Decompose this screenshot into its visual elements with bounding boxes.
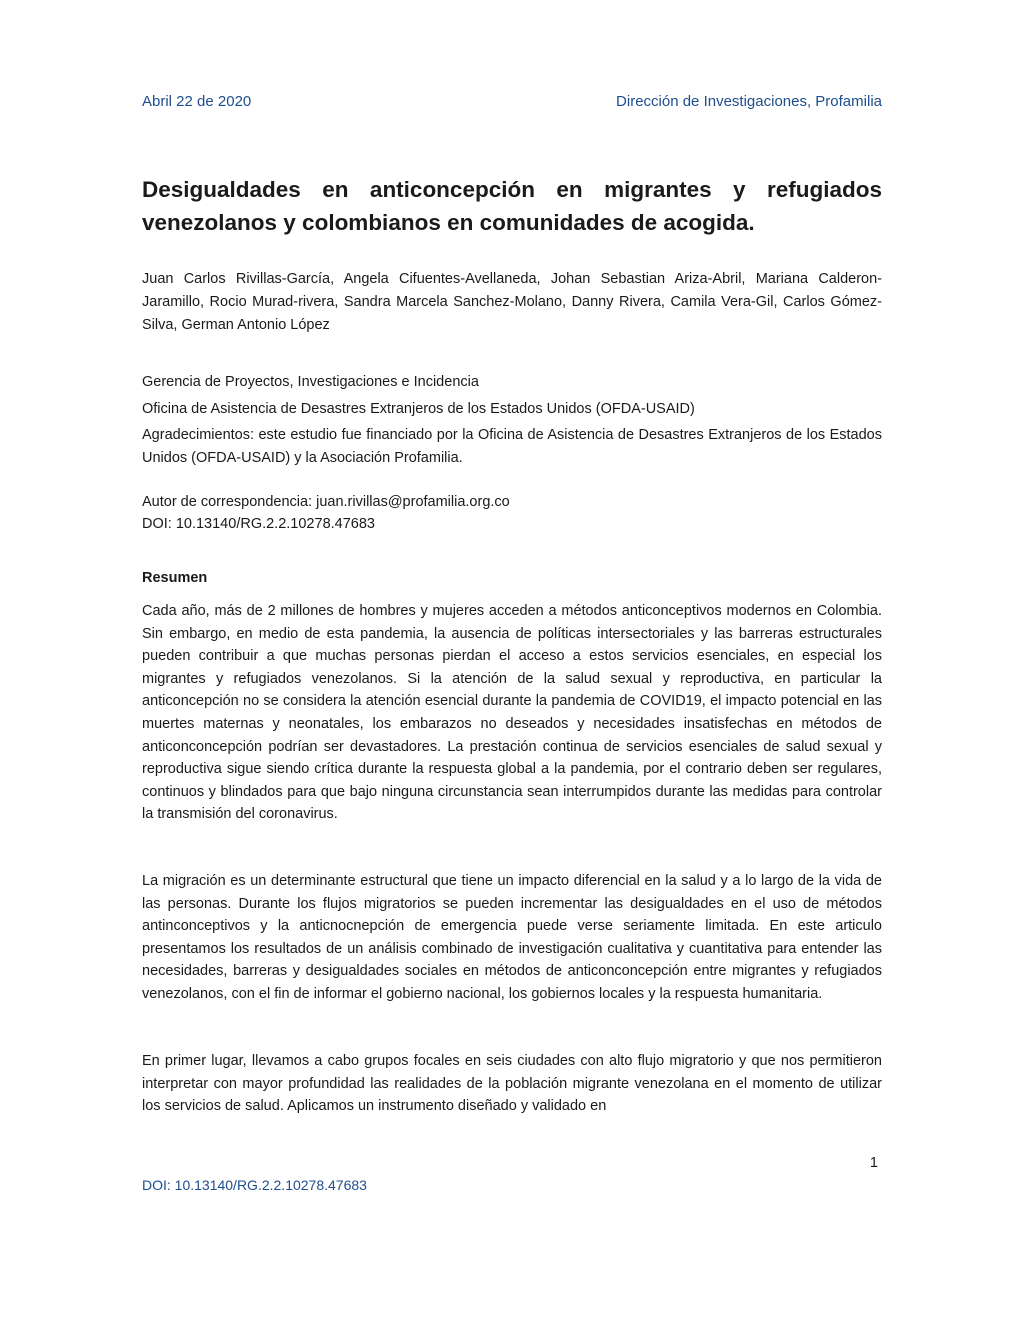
page-header: [142, 93, 882, 110]
abstract-paragraph-3: En primer lugar, llevamos a cabo grupos focales en seis ciudades con alto flujo migratorio y que nos permitieron interpretar con mayor profundidad las realidades de la población migrante venezolana en el momento de utilizar los servicios de salud. Aplicamos un instrumento diseñado y validado en: [142, 1053, 882, 1115]
page-number: 1: [869, 1155, 878, 1171]
doi-line: DOI: 10.13140/RG.2.2.10278.47683: [142, 516, 375, 532]
paper-title: Desigualdades en anticoncepción en migrantes y refugiados venezolanos y colombianos en comunidades de acogida.: [142, 177, 882, 235]
acknowledgements: Agradecimientos: este estudio fue financiado por la Oficina de Asistencia de Desastres Extranjeros de los Estados Unidos (OFDA-USAID) y la Asociación Profamilia.: [142, 427, 882, 466]
affiliation-line-1: Gerencia de Proyectos, Investigaciones e Incidencia: [142, 374, 479, 390]
abstract-heading: Resumen: [142, 570, 208, 586]
header-institution: Dirección de Investigaciones, Profamilia: [616, 93, 882, 110]
corresponding-author: Autor de correspondencia: juan.rivillas@profamilia.org.co: [142, 494, 510, 510]
correspondence-block: [142, 491, 882, 535]
header-date: Abril 22 de 2020: [142, 93, 252, 110]
affiliation-line-2: Oficina de Asistencia de Desastres Extranjeros de los Estados Unidos (OFDA-USAID): [142, 401, 695, 417]
abstract-paragraph-1: Cada año, más de 2 millones de hombres y mujeres acceden a métodos anticonceptivos modernos en Colombia. Sin embargo, en medio de esta pandemia, la ausencia de políticas intersectoriales y las barreras estructurales pueden contribuir a que muchas personas pierdan el acceso a estos servicios esenciales, en especial los migrantes y refugiados venezolanos. Si la atención de la salud sexual y reproductiva, en particular la anticoncepción no se considera la atención esencial durante la pandemia de COVID19, el impacto potencial en las muertes maternas y neonatales, los embarazos no deseados y necesidades insatisfechas en métodos de anticonconcepción podrían ser devastadores. La prestación continua de servicios esenciales de salud sexual y reproductiva sigue siendo crítica durante la respuesta global a la pandemia, por el contrario deben ser regulares, continuos y blindados para que bajo ninguna circunstancia sean interrumpidos durante las medidas para controlar la transmisión del coronavirus.: [142, 603, 882, 823]
abstract-paragraph-2: La migración es un determinante estructural que tiene un impacto diferencial en la salud y a lo largo de la vida de las personas. Durante los flujos migratorios se pueden incrementar las desigualdades en el uso de métodos antinconceptivos y la anticnocnepción de emergencia puede verse seriamente limitada. En este articulo presentamos los resultados de un análisis combinado de investigación cualitativa y cuantitativa para entender las necesidades, barreras y desigualdades sociales en métodos de anticonconcepción entre migrantes y refugiados venezolanos, con el fin de informar el gobierno nacional, los gobiernos locales y la respuesta humanitaria.: [142, 873, 882, 1002]
footer-doi: DOI: 10.13140/RG.2.2.10278.47683: [142, 1177, 367, 1193]
author-list: Juan Carlos Rivillas-García, Angela Cifuentes-Avellaneda, Johan Sebastian Ariza-Abril, Mariana Calderon-Jaramillo, Rocio Murad-rivera, Sandra Marcela Sanchez-Molano, Danny Rivera, Camila Vera-Gil, Carlos Gómez-Silva, German Antonio López: [142, 271, 882, 333]
